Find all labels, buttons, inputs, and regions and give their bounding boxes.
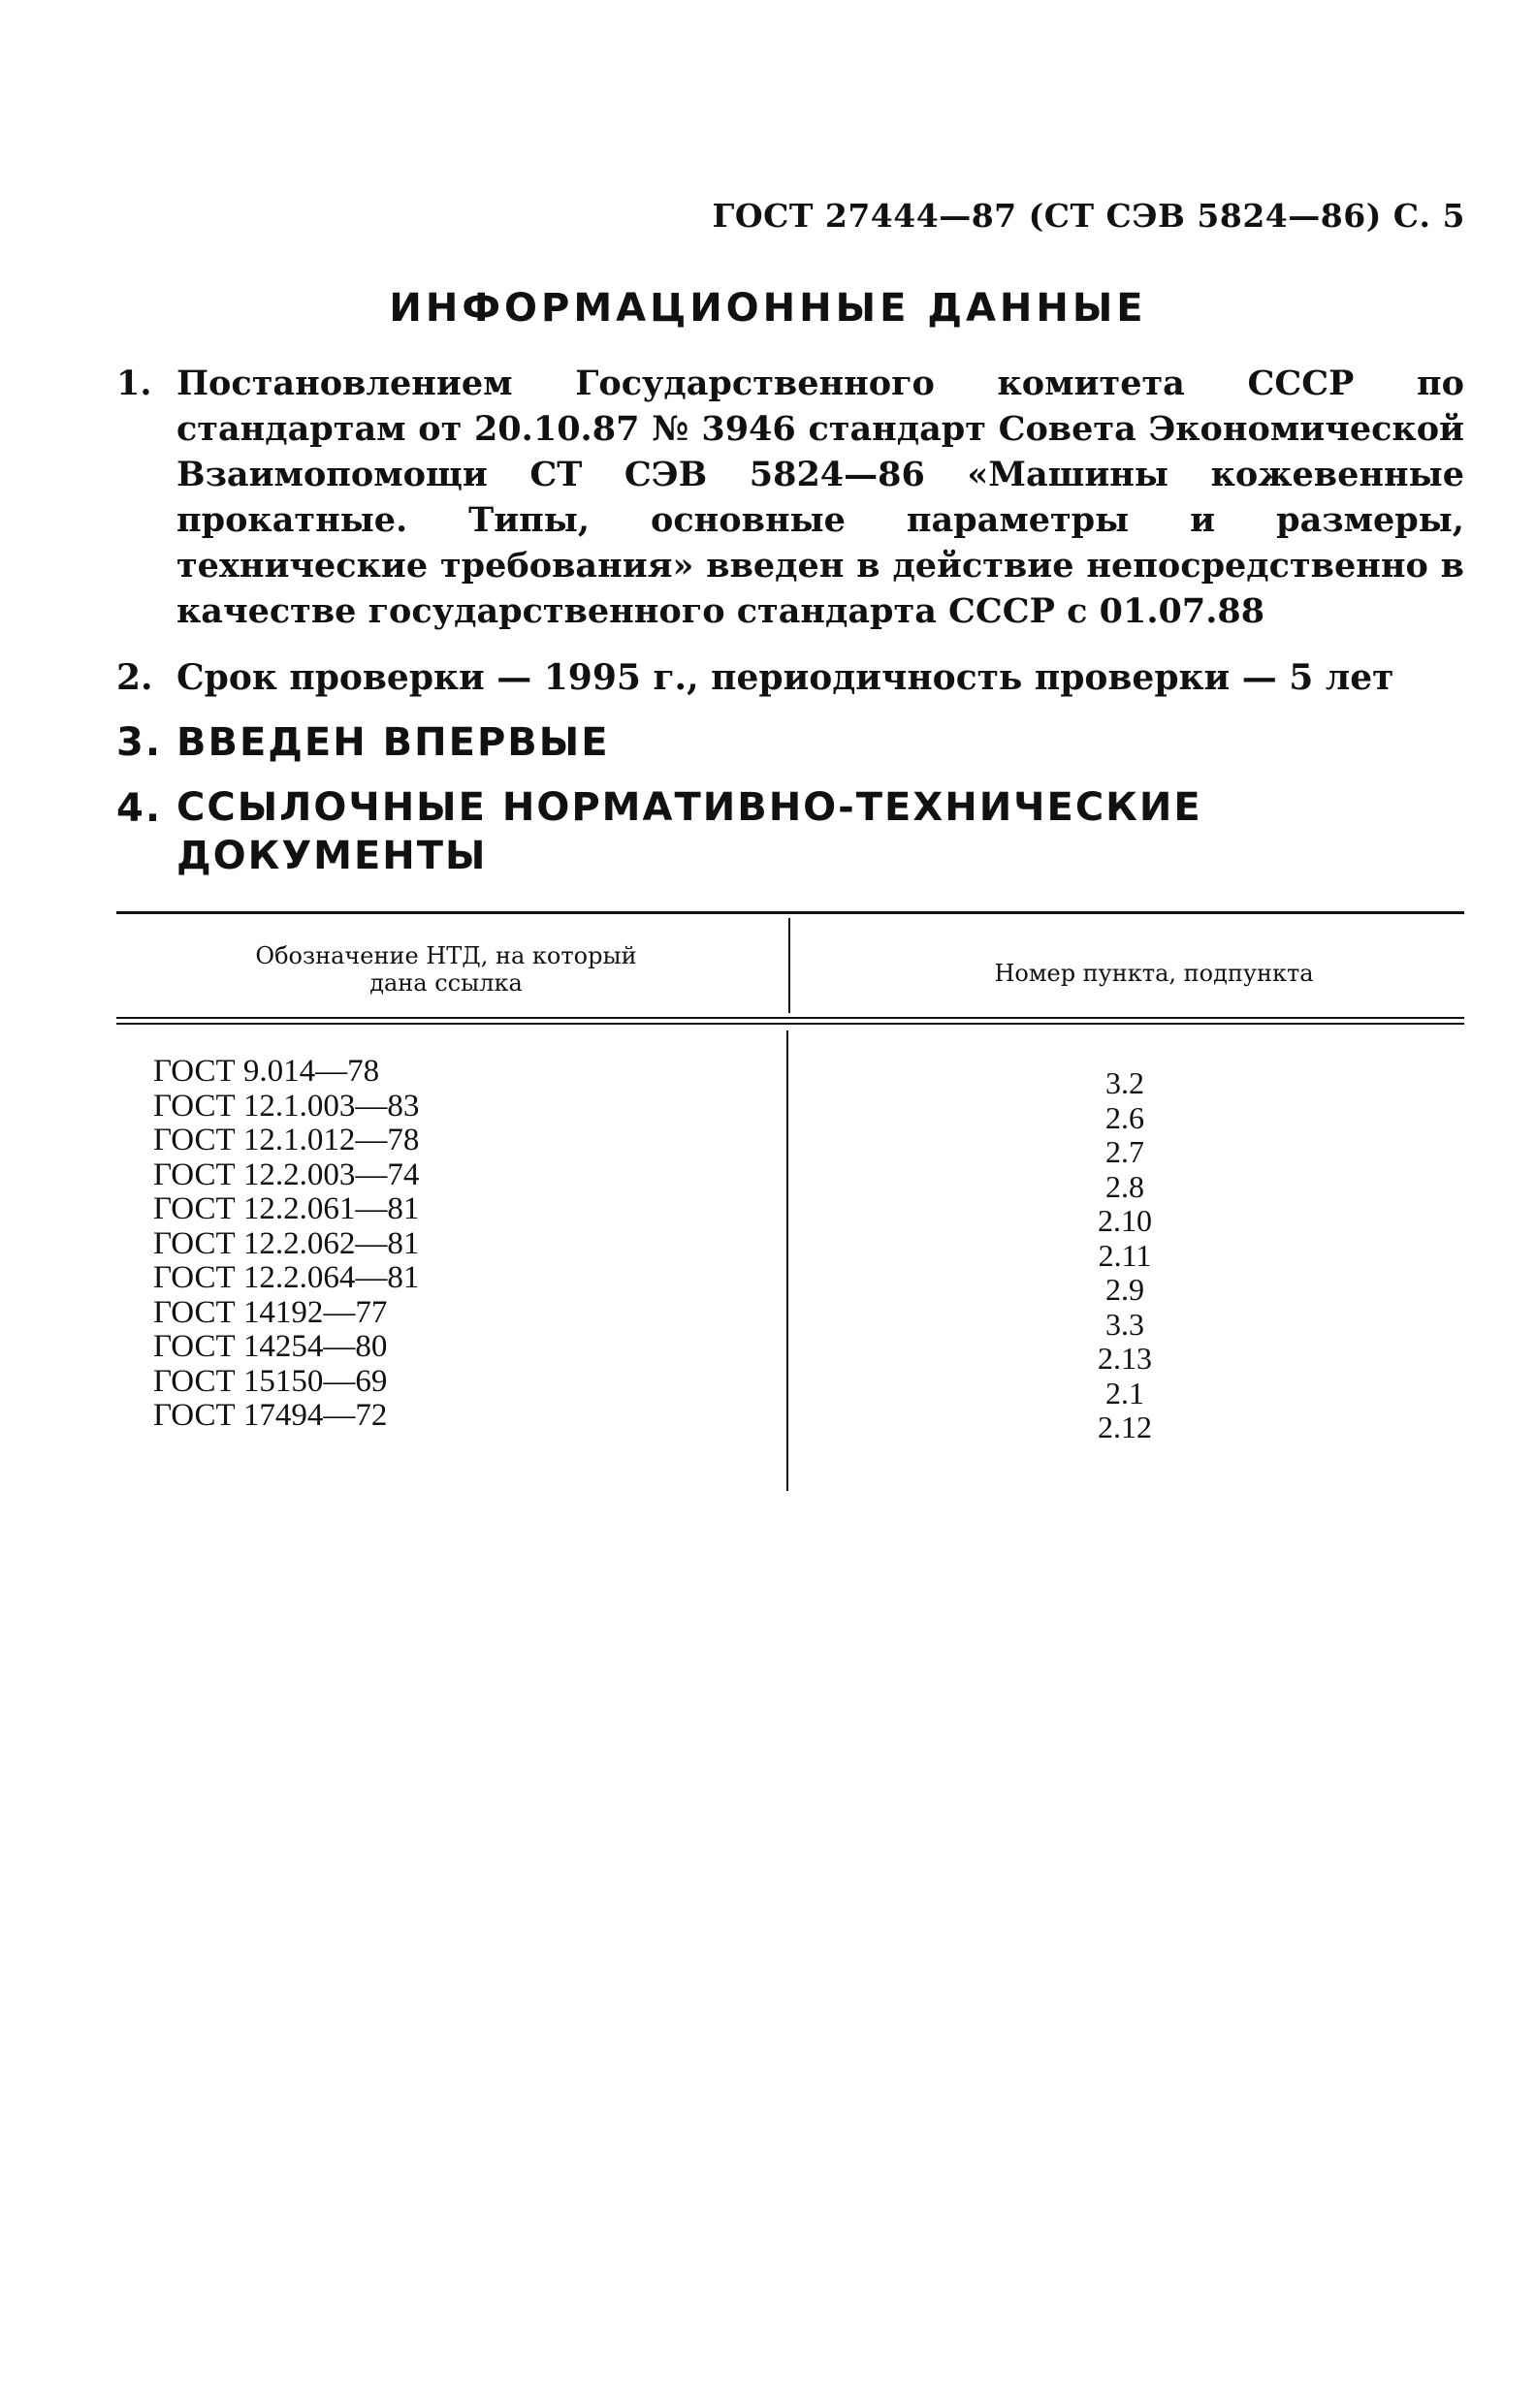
table-cell-doc: ГОСТ 9.014—78 <box>153 1054 380 1089</box>
table-column-divider-header <box>788 918 790 1013</box>
table-cell-doc: ГОСТ 14192—77 <box>153 1294 388 1330</box>
table-top-rule <box>116 911 1464 914</box>
info-item-1 <box>116 361 1464 634</box>
item-number: 3. <box>116 720 163 765</box>
table-cell-clause: 2.1 <box>1105 1375 1144 1410</box>
table-cell-clause: 2.6 <box>1105 1099 1144 1135</box>
info-items <box>116 361 1464 880</box>
table-cell-clause: 2.12 <box>1098 1410 1152 1444</box>
table-cell-clause: 3.2 <box>1105 1065 1144 1100</box>
item-number: 1. <box>116 364 152 403</box>
table-cell-doc: ГОСТ 12.2.064—81 <box>153 1260 420 1295</box>
item-number: 4. <box>116 786 163 831</box>
table-cell-clause: 2.10 <box>1098 1203 1152 1238</box>
item-text: Срок проверки — 1995 г., периодичность проверки — 5 лет <box>176 657 1394 698</box>
table-cell-doc: ГОСТ 12.2.003—74 <box>153 1156 420 1192</box>
info-item-3 <box>116 717 1464 768</box>
table-cell-doc: ГОСТ 17494—72 <box>153 1398 388 1433</box>
table-header-rule-2 <box>116 1023 1464 1025</box>
table-cell-doc: ГОСТ 15150—69 <box>153 1363 388 1399</box>
table-column-divider-body <box>786 1030 788 1491</box>
table-header-clause: Номер пункта, подпункта <box>994 960 1314 987</box>
table-cell-doc: ГОСТ 12.1.012—78 <box>153 1123 420 1157</box>
item-number: 2. <box>116 657 153 698</box>
table-cell-doc: ГОСТ 14254—80 <box>153 1329 388 1364</box>
page-header: ГОСТ 27444—87 (СТ СЭВ 5824—86) С. 5 <box>712 197 1465 235</box>
table-cell-clause: 3.3 <box>1105 1306 1144 1342</box>
table-cell-doc: ГОСТ 12.2.061—81 <box>153 1191 420 1226</box>
clause-column <box>1076 1066 1173 1445</box>
table-cell-clause: 2.13 <box>1098 1341 1152 1376</box>
item-text: ВВЕДЕН ВПЕРВЫЕ <box>176 720 610 765</box>
item-text: ССЫЛОЧНЫЕ НОРМАТИВНО-ТЕХНИЧЕСКИЕ ДОКУМЕНТЫ <box>176 785 1202 878</box>
info-item-4 <box>116 783 1464 880</box>
info-item-2 <box>116 653 1464 702</box>
page-title: ИНФОРМАЦИОННЫЕ ДАННЫЕ <box>389 286 1147 331</box>
document-column <box>153 1055 419 1434</box>
table-cell-clause: 2.8 <box>1105 1168 1144 1204</box>
table-cell-doc: ГОСТ 12.1.003—83 <box>153 1088 420 1124</box>
table-cell-clause: 2.11 <box>1098 1237 1152 1273</box>
table-cell-clause: 2.7 <box>1105 1134 1144 1169</box>
table-cell-clause: 2.9 <box>1105 1272 1144 1307</box>
table-cell-doc: ГОСТ 12.2.062—81 <box>153 1225 420 1261</box>
item-text: Постановлением Государственного комитета СССР по стандартам от 20.10.87 № 3946 стандарт Совета Экономической Взаимопомощи СТ СЭВ 5824—86 «Машины кожевенные прокатные. Типы, основные параметры и размеры, технические требования» введен в действие непосредственно в качестве государственного стандарта СССР с 01.07.88 <box>176 364 1464 631</box>
table-header-document: Обозначение НТД, на который дана ссылка <box>255 942 637 997</box>
table-header-rule <box>116 1017 1464 1019</box>
